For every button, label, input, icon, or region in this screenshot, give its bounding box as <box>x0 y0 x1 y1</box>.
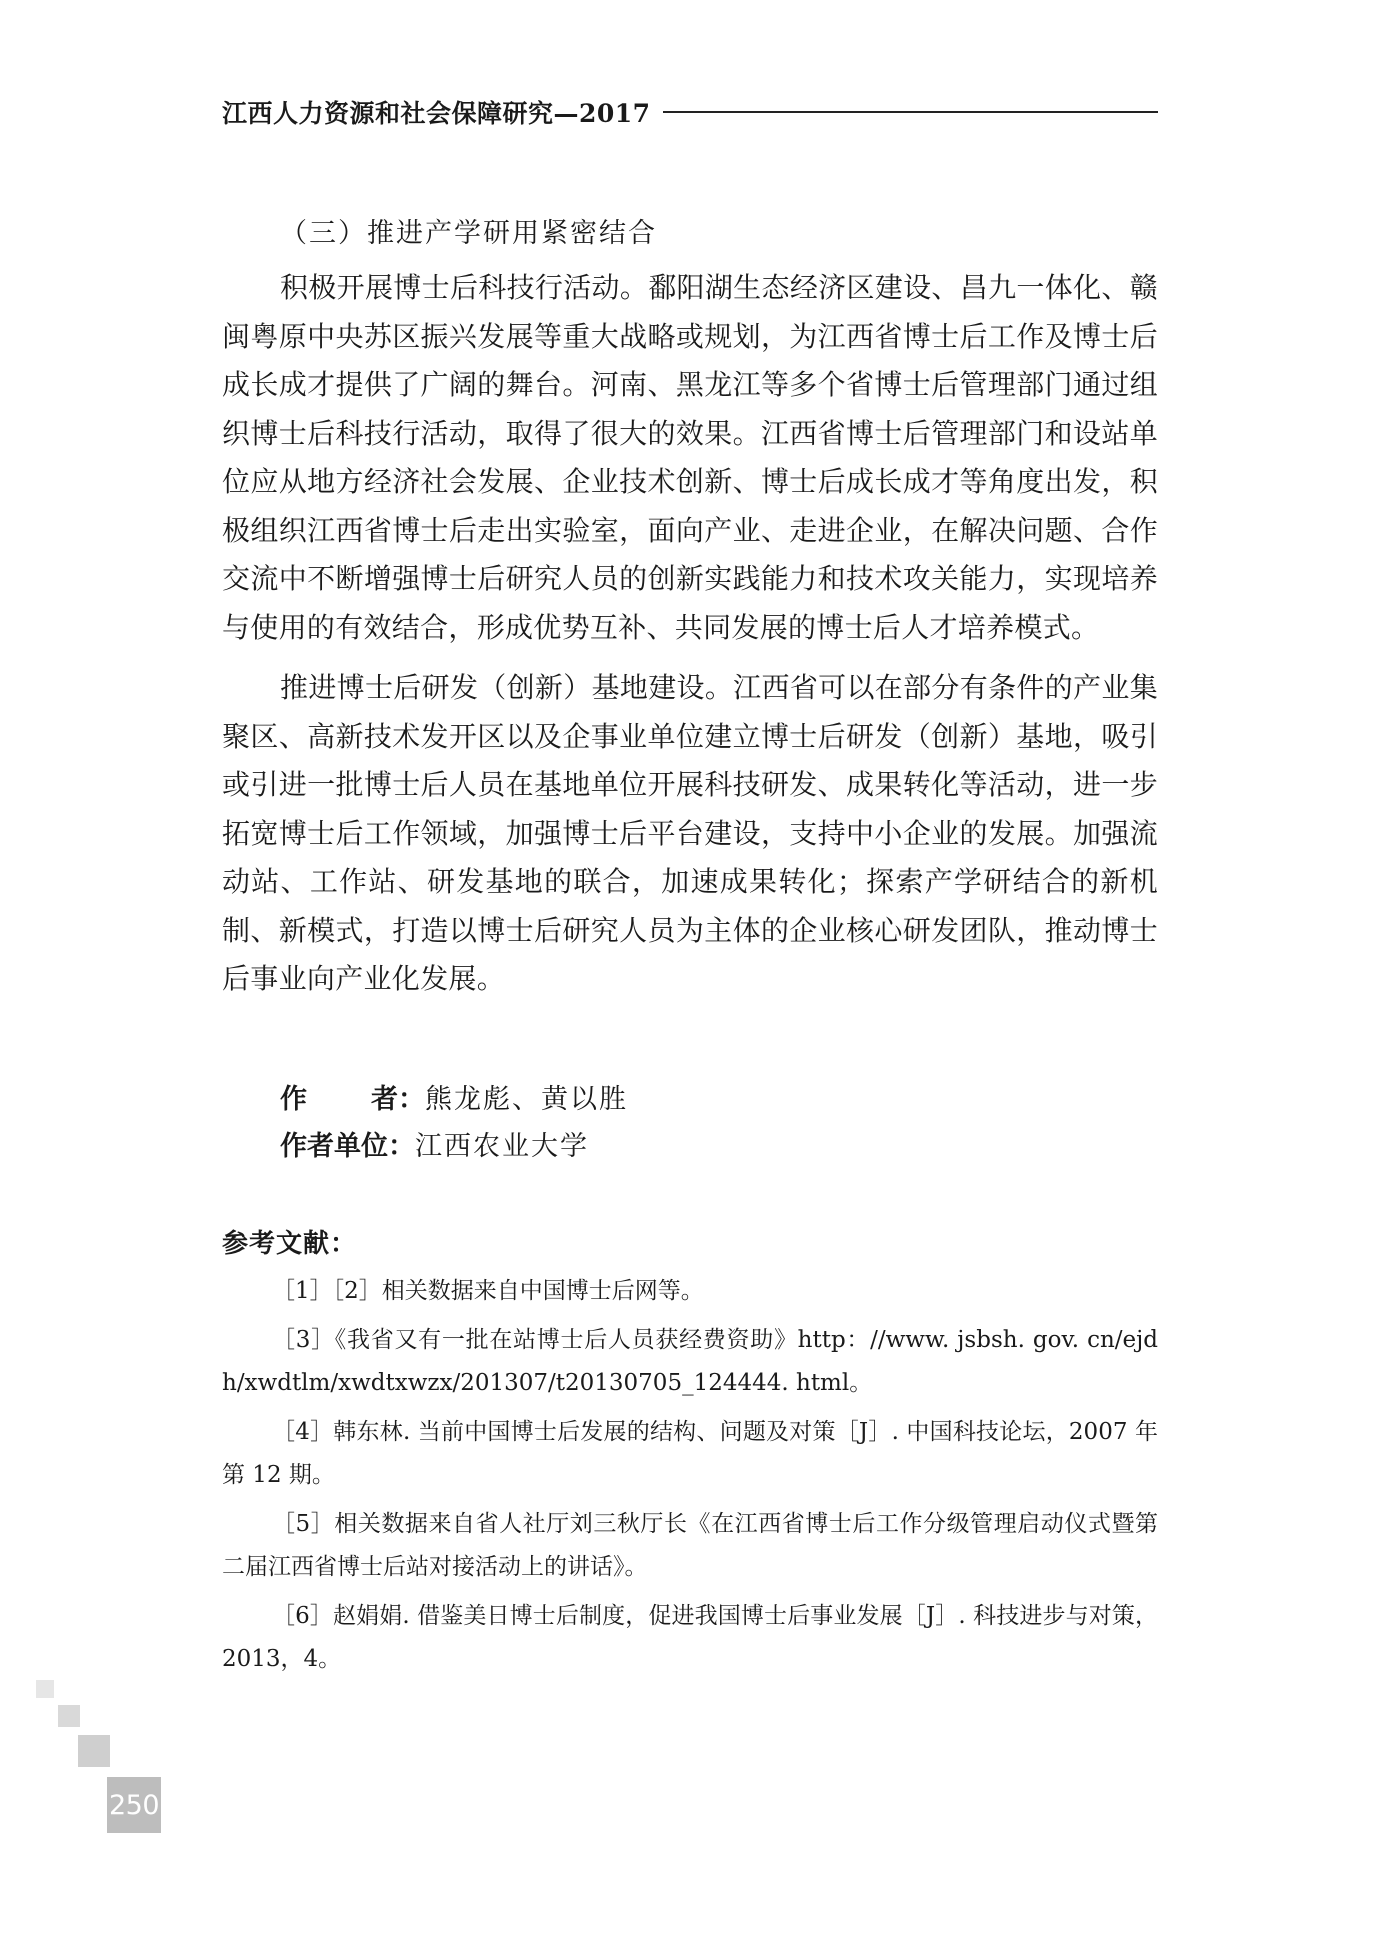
body-paragraph: 积极开展博士后科技行活动。鄱阳湖生态经济区建设、昌九一体化、赣闽粤原中央苏区振兴发展等重大战略或规划，为江西省博士后工作及博士后成长成才提供了广阔的舞台。河南、黑龙江等多个省博士后管理部门通过组织博士后科技行活动，取得了很大的效果。江西省博士后管理部门和设站单位应从地方经济社会发展、企业技术创新、博士后成长成才等角度出发，积极组织江西省博士后走出实验室，面向产业、走进企业，在解决问题、合作交流中不断增强博士后研究人员的创新实践能力和技术攻关能力，实现培养与使用的有效结合，形成优势互补、共同发展的博士后人才培养模式。 <box>222 271 1158 644</box>
author-label-char: 者 <box>371 1083 398 1115</box>
author-label <box>280 1076 398 1123</box>
author-unit: 江西农业大学 <box>415 1130 589 1162</box>
author-names: 熊龙彪、黄以胜 <box>425 1083 628 1115</box>
decorative-square <box>58 1705 80 1727</box>
decorative-square <box>36 1680 54 1698</box>
author-block <box>222 1076 1158 1170</box>
header-rule <box>663 111 1158 113</box>
author-row <box>280 1076 1158 1123</box>
body-paragraph: 推进博士后研发（创新）基地建设。江西省可以在部分有条件的产业集聚区、高新技术发开区以及企事业单位建立博士后研发（创新）基地，吸引或引进一批博士后人员在基地单位开展科技研发、成果转化等活动，进一步拓宽博士后工作领域，加强博士后平台建设，支持中小企业的发展。加强流动站、工作站、研发基地的联合，加速成果转化；探索产学研结合的新机制、新模式，打造以博士后研究人员为主体的企业核心研发团队，推动博士后事业向产业化发展。 <box>222 671 1158 995</box>
reference-item: ［1］［2］相关数据来自中国博士后网等。 <box>272 1277 704 1304</box>
page-number: 250 <box>108 1789 160 1821</box>
reference-item: ［6］赵娟娟. 借鉴美日博士后制度，促进我国博士后事业发展［J］. 科技进步与对策，2013，4。 <box>222 1602 1158 1672</box>
reference-item: ［4］韩东林. 当前中国博士后发展的结构、问题及对策［J］. 中国科技论坛，2007 年第 12 期。 <box>222 1418 1158 1488</box>
author-label-char: 作 <box>280 1083 307 1115</box>
references-heading: 参考文献： <box>222 1228 358 1259</box>
author-unit-row <box>280 1123 1158 1170</box>
page-number-box <box>107 1777 161 1833</box>
section-heading: （三）推进产学研用紧密结合 <box>280 218 657 249</box>
author-label-colon: ： <box>398 1083 425 1115</box>
author-unit-label: 作者单位： <box>280 1130 415 1162</box>
reference-item: ［5］相关数据来自省人社厅刘三秋厅长《在江西省博士后工作分级管理启动仪式暨第二届江西省博士后站对接活动上的讲话》。 <box>222 1510 1158 1580</box>
reference-item: ［3］《我省又有一批在站博士后人员获经费资助》http：//www. jsbsh. gov. cn/ejdh/xwdtlm/xwdtxwzx/201307/t20130705_124444. html。 <box>222 1326 1158 1396</box>
journal-title: 江西人力资源和社会保障研究—2017 <box>222 99 651 128</box>
running-header <box>222 92 1158 132</box>
decorative-square <box>78 1735 110 1767</box>
article-body <box>222 208 1158 1681</box>
